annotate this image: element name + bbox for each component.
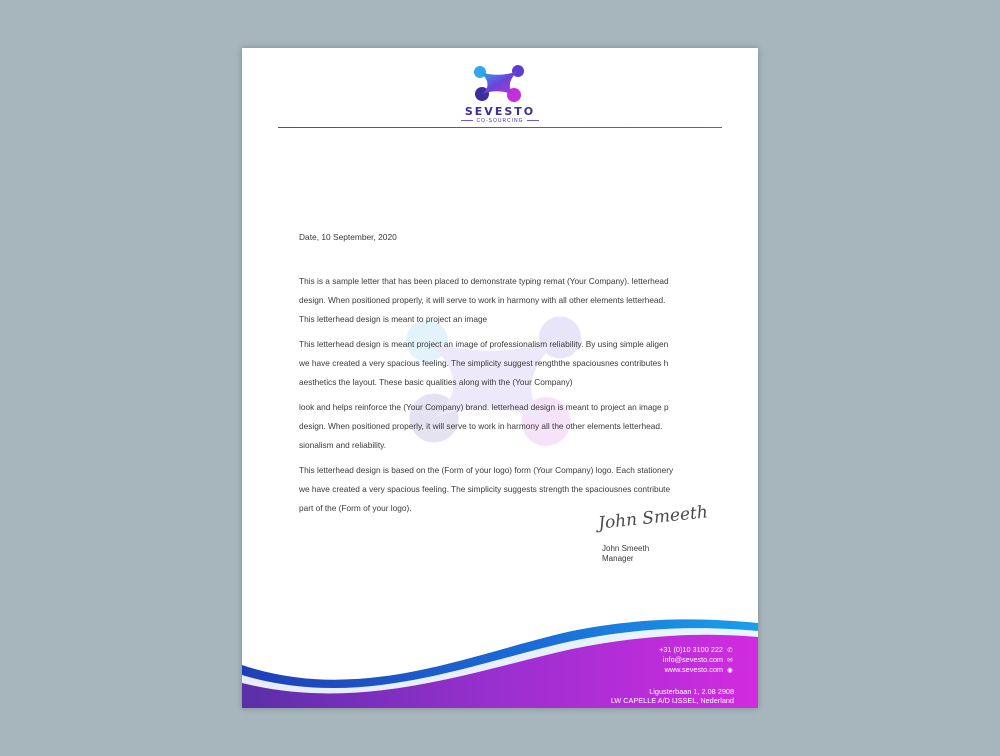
letter-paragraph-3: [299, 398, 709, 455]
letter-date: Date, 10 September, 2020: [299, 232, 397, 242]
contact-address: [611, 687, 734, 705]
contact-email: [611, 655, 734, 665]
paragraph-line: we have created a very spacious feeling. The simplicity suggest rengththe spaciousnes contributes h: [299, 358, 669, 368]
envelope-icon: ✉: [727, 657, 733, 664]
letterhead-page: [242, 48, 758, 708]
letter-paragraph-1: [299, 272, 709, 329]
globe-icon: ◉: [727, 667, 733, 674]
paragraph-line: This letterhead design is meant project an image of professionalism reliability. By using simple aligen: [299, 339, 669, 349]
brand-tagline: CO-SOURCING: [242, 118, 758, 124]
paragraph-line: sionalism and reliability.: [299, 440, 386, 450]
header-divider: [278, 127, 722, 128]
letter-paragraph-2: [299, 335, 709, 392]
address-line-2: LW CAPELLE A/D IJSSEL, Nederland: [610, 696, 734, 705]
brand-name: SEVESTO: [464, 105, 536, 118]
phone-text: +31 (0)10 3100 222: [659, 645, 723, 654]
contact-phone: [611, 645, 734, 655]
paragraph-line: design. When positioned properly, it will serve to work in harmony all the other elements letterhead.: [299, 421, 663, 431]
handwritten-signature: John Smeeth: [597, 502, 709, 534]
letter-body: [299, 272, 709, 524]
paragraph-line: part of the (Form of your logo).: [299, 503, 412, 513]
footer-contacts: [611, 645, 734, 705]
paragraph-line: look and helps reinforce the (Your Company) brand. letterhead design is meant to project an image p: [299, 402, 669, 412]
paragraph-line: aesthetics the layout. These basic qualities along with the (Your Company): [299, 377, 573, 387]
paragraph-line: we have created a very spacious feeling. The simplicity suggests strength the spaciousnes contribute: [299, 484, 671, 494]
phone-icon: ✆: [727, 647, 733, 654]
email-text: info@sevesto.com: [662, 655, 723, 664]
contact-website: [611, 665, 734, 675]
address-line-1: Ligusterbaan 1, 2.08 2908: [649, 687, 734, 696]
paragraph-line: This letterhead design is based on the (Form of your logo) form (Your Company) logo. Each stationery: [299, 465, 674, 475]
signer-name: John Smeeth: [602, 544, 650, 553]
paragraph-line: design. When positioned properly, it will serve to work in harmony with all other elements letterhead.: [299, 295, 666, 305]
paragraph-line: This letterhead design is meant to project an image: [299, 314, 488, 324]
sevesto-logo-icon: [470, 64, 530, 104]
website-text: www.sevesto.com: [664, 665, 723, 674]
paragraph-line: This is a sample letter that has been placed to demonstrate typing remat (Your Company). letterhead: [299, 276, 669, 286]
signer-title: Manager: [602, 554, 634, 563]
